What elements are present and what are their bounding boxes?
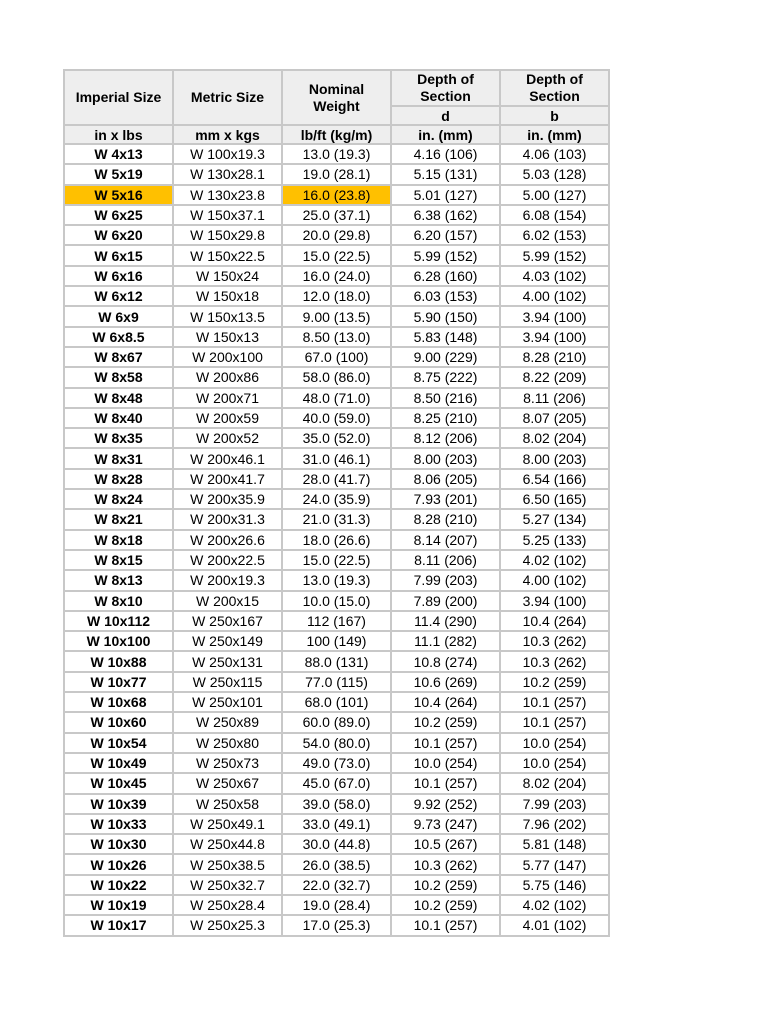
- imperial-size-cell: W 10x30: [64, 834, 173, 854]
- table-row: [64, 327, 609, 347]
- nominal-weight-cell: 35.0 (52.0): [282, 428, 391, 448]
- table-row: [64, 915, 609, 935]
- depth-d-cell: 5.99 (152): [391, 245, 500, 265]
- depth-b-cell: 4.02 (102): [500, 550, 609, 570]
- table-row: [64, 428, 609, 448]
- depth-d-cell: 8.75 (222): [391, 367, 500, 387]
- imperial-size-cell: W 6x25: [64, 205, 173, 225]
- depth-d-cell: 8.14 (207): [391, 530, 500, 550]
- depth-d-cell: 9.00 (229): [391, 347, 500, 367]
- imperial-size-cell: W 6x9: [64, 306, 173, 326]
- table-row: [64, 875, 609, 895]
- depth-d-cell: 10.5 (267): [391, 834, 500, 854]
- nominal-weight-cell: 13.0 (19.3): [282, 144, 391, 164]
- depth-b-cell: 4.00 (102): [500, 286, 609, 306]
- nominal-weight-cell: 31.0 (46.1): [282, 448, 391, 468]
- nominal-weight-cell: 15.0 (22.5): [282, 245, 391, 265]
- depth-d-cell: 6.28 (160): [391, 266, 500, 286]
- depth-d-cell: 7.99 (203): [391, 570, 500, 590]
- depth-b-cell: 10.4 (264): [500, 611, 609, 631]
- nominal-weight-cell: 100 (149): [282, 631, 391, 651]
- imperial-size-cell: W 8x67: [64, 347, 173, 367]
- metric-size-cell: W 200x26.6: [173, 530, 282, 550]
- imperial-size-cell: W 8x31: [64, 448, 173, 468]
- depth-d-cell: 11.4 (290): [391, 611, 500, 631]
- imperial-size-cell: W 6x20: [64, 225, 173, 245]
- depth-b-cell: 3.94 (100): [500, 591, 609, 611]
- depth-d-cell: 7.93 (201): [391, 489, 500, 509]
- depth-d-cell: 8.28 (210): [391, 509, 500, 529]
- table-row: [64, 773, 609, 793]
- metric-size-cell: W 250x89: [173, 712, 282, 732]
- depth-d-cell: 10.2 (259): [391, 895, 500, 915]
- depth-d-cell: 6.20 (157): [391, 225, 500, 245]
- nominal-weight-cell: 48.0 (71.0): [282, 388, 391, 408]
- table-body: [64, 144, 609, 936]
- depth-b-cell: 10.1 (257): [500, 692, 609, 712]
- metric-size-cell: W 200x41.7: [173, 469, 282, 489]
- depth-d-cell: 9.92 (252): [391, 794, 500, 814]
- table-row: [64, 834, 609, 854]
- nominal-weight-cell: 10.0 (15.0): [282, 591, 391, 611]
- table-row: [64, 712, 609, 732]
- depth-b-cell: 3.94 (100): [500, 306, 609, 326]
- table-row: [64, 733, 609, 753]
- depth-b-cell: 5.99 (152): [500, 245, 609, 265]
- metric-size-cell: W 150x13.5: [173, 306, 282, 326]
- metric-size-cell: W 250x80: [173, 733, 282, 753]
- imperial-size-cell: W 8x40: [64, 408, 173, 428]
- depth-d-cell: 8.00 (203): [391, 448, 500, 468]
- metric-size-cell: W 250x115: [173, 672, 282, 692]
- metric-size-cell: W 250x49.1: [173, 814, 282, 834]
- depth-b-cell: 5.03 (128): [500, 164, 609, 184]
- imperial-size-cell: W 6x16: [64, 266, 173, 286]
- table-row: [64, 631, 609, 651]
- table-row: [64, 550, 609, 570]
- depth-d-cell: 10.1 (257): [391, 773, 500, 793]
- depth-d-cell: 8.06 (205): [391, 469, 500, 489]
- depth-b-cell: 4.02 (102): [500, 895, 609, 915]
- table-row: [64, 347, 609, 367]
- imperial-size-cell: W 10x112: [64, 611, 173, 631]
- nominal-weight-cell: 15.0 (22.5): [282, 550, 391, 570]
- table-row: [64, 144, 609, 164]
- nominal-weight-cell: 19.0 (28.1): [282, 164, 391, 184]
- header-depth-of-section-d: Depth of Section: [391, 70, 500, 106]
- imperial-size-cell: W 6x8.5: [64, 327, 173, 347]
- nominal-weight-cell: 20.0 (29.8): [282, 225, 391, 245]
- imperial-size-cell: W 5x16: [64, 185, 173, 205]
- depth-b-cell: 8.00 (203): [500, 448, 609, 468]
- metric-size-cell: W 250x167: [173, 611, 282, 631]
- imperial-size-cell: W 10x33: [64, 814, 173, 834]
- depth-b-cell: 8.22 (209): [500, 367, 609, 387]
- header-sub-d: d: [391, 106, 500, 125]
- depth-b-cell: 8.28 (210): [500, 347, 609, 367]
- metric-size-cell: W 250x149: [173, 631, 282, 651]
- unit-imperial-size: in x lbs: [64, 125, 173, 144]
- imperial-size-cell: W 10x39: [64, 794, 173, 814]
- metric-size-cell: W 250x32.7: [173, 875, 282, 895]
- metric-size-cell: W 130x23.8: [173, 185, 282, 205]
- nominal-weight-cell: 49.0 (73.0): [282, 753, 391, 773]
- depth-d-cell: 10.1 (257): [391, 915, 500, 935]
- imperial-size-cell: W 8x35: [64, 428, 173, 448]
- table-row: [64, 895, 609, 915]
- metric-size-cell: W 250x73: [173, 753, 282, 773]
- depth-b-cell: 5.77 (147): [500, 854, 609, 874]
- imperial-size-cell: W 8x28: [64, 469, 173, 489]
- metric-size-cell: W 150x24: [173, 266, 282, 286]
- wide-flange-beam-table: [63, 69, 610, 937]
- depth-b-cell: 7.99 (203): [500, 794, 609, 814]
- nominal-weight-cell: 21.0 (31.3): [282, 509, 391, 529]
- nominal-weight-cell: 16.0 (24.0): [282, 266, 391, 286]
- imperial-size-cell: W 8x48: [64, 388, 173, 408]
- metric-size-cell: W 150x37.1: [173, 205, 282, 225]
- nominal-weight-cell: 25.0 (37.1): [282, 205, 391, 225]
- table-row: [64, 509, 609, 529]
- depth-d-cell: 10.6 (269): [391, 672, 500, 692]
- nominal-weight-cell: 40.0 (59.0): [282, 408, 391, 428]
- imperial-size-cell: W 10x49: [64, 753, 173, 773]
- depth-d-cell: 5.01 (127): [391, 185, 500, 205]
- metric-size-cell: W 250x101: [173, 692, 282, 712]
- depth-d-cell: 5.15 (131): [391, 164, 500, 184]
- table-row: [64, 651, 609, 671]
- table-row: [64, 672, 609, 692]
- depth-b-cell: 8.07 (205): [500, 408, 609, 428]
- table-row: [64, 205, 609, 225]
- table-row: [64, 530, 609, 550]
- depth-b-cell: 6.02 (153): [500, 225, 609, 245]
- imperial-size-cell: W 10x54: [64, 733, 173, 753]
- header-depth-of-section-b: Depth of Section: [500, 70, 609, 106]
- depth-b-cell: 4.03 (102): [500, 266, 609, 286]
- depth-d-cell: 10.8 (274): [391, 651, 500, 671]
- table-row: [64, 692, 609, 712]
- table-row: [64, 245, 609, 265]
- depth-b-cell: 8.02 (204): [500, 773, 609, 793]
- imperial-size-cell: W 4x13: [64, 144, 173, 164]
- depth-d-cell: 5.90 (150): [391, 306, 500, 326]
- metric-size-cell: W 200x31.3: [173, 509, 282, 529]
- metric-size-cell: W 200x59: [173, 408, 282, 428]
- metric-size-cell: W 250x67: [173, 773, 282, 793]
- depth-b-cell: 5.27 (134): [500, 509, 609, 529]
- nominal-weight-cell: 16.0 (23.8): [282, 185, 391, 205]
- depth-d-cell: 8.11 (206): [391, 550, 500, 570]
- depth-b-cell: 7.96 (202): [500, 814, 609, 834]
- depth-b-cell: 4.01 (102): [500, 915, 609, 935]
- depth-b-cell: 10.1 (257): [500, 712, 609, 732]
- depth-d-cell: 10.2 (259): [391, 712, 500, 732]
- depth-b-cell: 10.0 (254): [500, 753, 609, 773]
- table-header: [64, 70, 609, 144]
- imperial-size-cell: W 8x21: [64, 509, 173, 529]
- nominal-weight-cell: 88.0 (131): [282, 651, 391, 671]
- nominal-weight-cell: 54.0 (80.0): [282, 733, 391, 753]
- depth-b-cell: 6.08 (154): [500, 205, 609, 225]
- metric-size-cell: W 200x100: [173, 347, 282, 367]
- depth-d-cell: 7.89 (200): [391, 591, 500, 611]
- imperial-size-cell: W 10x26: [64, 854, 173, 874]
- unit-metric-size: mm x kgs: [173, 125, 282, 144]
- depth-b-cell: 10.2 (259): [500, 672, 609, 692]
- table-row: [64, 611, 609, 631]
- nominal-weight-cell: 67.0 (100): [282, 347, 391, 367]
- depth-b-cell: 10.3 (262): [500, 651, 609, 671]
- metric-size-cell: W 100x19.3: [173, 144, 282, 164]
- depth-b-cell: 5.75 (146): [500, 875, 609, 895]
- nominal-weight-cell: 30.0 (44.8): [282, 834, 391, 854]
- imperial-size-cell: W 5x19: [64, 164, 173, 184]
- imperial-size-cell: W 10x60: [64, 712, 173, 732]
- metric-size-cell: W 200x52: [173, 428, 282, 448]
- depth-b-cell: 6.54 (166): [500, 469, 609, 489]
- metric-size-cell: W 200x46.1: [173, 448, 282, 468]
- depth-d-cell: 10.1 (257): [391, 733, 500, 753]
- metric-size-cell: W 200x71: [173, 388, 282, 408]
- metric-size-cell: W 250x25.3: [173, 915, 282, 935]
- table-row: [64, 591, 609, 611]
- imperial-size-cell: W 10x100: [64, 631, 173, 651]
- nominal-weight-cell: 26.0 (38.5): [282, 854, 391, 874]
- table-row: [64, 753, 609, 773]
- depth-d-cell: 10.0 (254): [391, 753, 500, 773]
- table-row: [64, 448, 609, 468]
- depth-b-cell: 10.0 (254): [500, 733, 609, 753]
- depth-d-cell: 6.38 (162): [391, 205, 500, 225]
- metric-size-cell: W 200x35.9: [173, 489, 282, 509]
- depth-b-cell: 10.3 (262): [500, 631, 609, 651]
- nominal-weight-cell: 58.0 (86.0): [282, 367, 391, 387]
- metric-size-cell: W 130x28.1: [173, 164, 282, 184]
- table-row: [64, 286, 609, 306]
- nominal-weight-cell: 68.0 (101): [282, 692, 391, 712]
- metric-size-cell: W 250x44.8: [173, 834, 282, 854]
- nominal-weight-cell: 24.0 (35.9): [282, 489, 391, 509]
- nominal-weight-cell: 22.0 (32.7): [282, 875, 391, 895]
- depth-d-cell: 5.83 (148): [391, 327, 500, 347]
- unit-depth-b: in. (mm): [500, 125, 609, 144]
- imperial-size-cell: W 6x15: [64, 245, 173, 265]
- depth-b-cell: 5.00 (127): [500, 185, 609, 205]
- table-row: [64, 225, 609, 245]
- imperial-size-cell: W 6x12: [64, 286, 173, 306]
- metric-size-cell: W 250x131: [173, 651, 282, 671]
- header-metric-size: Metric Size: [173, 70, 282, 125]
- imperial-size-cell: W 8x13: [64, 570, 173, 590]
- table-row: [64, 854, 609, 874]
- imperial-size-cell: W 10x17: [64, 915, 173, 935]
- depth-d-cell: 8.25 (210): [391, 408, 500, 428]
- table-row: [64, 164, 609, 184]
- nominal-weight-cell: 39.0 (58.0): [282, 794, 391, 814]
- metric-size-cell: W 200x86: [173, 367, 282, 387]
- imperial-size-cell: W 10x68: [64, 692, 173, 712]
- nominal-weight-cell: 13.0 (19.3): [282, 570, 391, 590]
- table-row: [64, 794, 609, 814]
- nominal-weight-cell: 18.0 (26.6): [282, 530, 391, 550]
- metric-size-cell: W 200x22.5: [173, 550, 282, 570]
- table-row: [64, 469, 609, 489]
- nominal-weight-cell: 28.0 (41.7): [282, 469, 391, 489]
- header-nominal-weight: Nominal Weight: [282, 70, 391, 125]
- table-row: [64, 306, 609, 326]
- metric-size-cell: W 150x18: [173, 286, 282, 306]
- metric-size-cell: W 250x58: [173, 794, 282, 814]
- metric-size-cell: W 150x13: [173, 327, 282, 347]
- depth-b-cell: 6.50 (165): [500, 489, 609, 509]
- nominal-weight-cell: 12.0 (18.0): [282, 286, 391, 306]
- unit-nominal-weight: lb/ft (kg/m): [282, 125, 391, 144]
- nominal-weight-cell: 8.50 (13.0): [282, 327, 391, 347]
- imperial-size-cell: W 10x77: [64, 672, 173, 692]
- metric-size-cell: W 250x38.5: [173, 854, 282, 874]
- nominal-weight-cell: 112 (167): [282, 611, 391, 631]
- nominal-weight-cell: 19.0 (28.4): [282, 895, 391, 915]
- unit-depth-d: in. (mm): [391, 125, 500, 144]
- depth-b-cell: 5.25 (133): [500, 530, 609, 550]
- header-imperial-size: Imperial Size: [64, 70, 173, 125]
- table-row: [64, 408, 609, 428]
- depth-d-cell: 9.73 (247): [391, 814, 500, 834]
- nominal-weight-cell: 77.0 (115): [282, 672, 391, 692]
- imperial-size-cell: W 10x88: [64, 651, 173, 671]
- imperial-size-cell: W 8x18: [64, 530, 173, 550]
- imperial-size-cell: W 8x24: [64, 489, 173, 509]
- table-row: [64, 388, 609, 408]
- table-row: [64, 570, 609, 590]
- imperial-size-cell: W 8x10: [64, 591, 173, 611]
- metric-size-cell: W 200x15: [173, 591, 282, 611]
- metric-size-cell: W 200x19.3: [173, 570, 282, 590]
- depth-b-cell: 4.06 (103): [500, 144, 609, 164]
- metric-size-cell: W 150x22.5: [173, 245, 282, 265]
- depth-d-cell: 6.03 (153): [391, 286, 500, 306]
- depth-b-cell: 8.11 (206): [500, 388, 609, 408]
- table-row: [64, 266, 609, 286]
- nominal-weight-cell: 45.0 (67.0): [282, 773, 391, 793]
- depth-b-cell: 8.02 (204): [500, 428, 609, 448]
- nominal-weight-cell: 9.00 (13.5): [282, 306, 391, 326]
- imperial-size-cell: W 10x19: [64, 895, 173, 915]
- nominal-weight-cell: 17.0 (25.3): [282, 915, 391, 935]
- header-sub-b: b: [500, 106, 609, 125]
- depth-d-cell: 10.3 (262): [391, 854, 500, 874]
- depth-d-cell: 8.12 (206): [391, 428, 500, 448]
- table-row: [64, 185, 609, 205]
- depth-d-cell: 4.16 (106): [391, 144, 500, 164]
- depth-d-cell: 10.2 (259): [391, 875, 500, 895]
- imperial-size-cell: W 10x45: [64, 773, 173, 793]
- depth-d-cell: 11.1 (282): [391, 631, 500, 651]
- metric-size-cell: W 150x29.8: [173, 225, 282, 245]
- metric-size-cell: W 250x28.4: [173, 895, 282, 915]
- nominal-weight-cell: 33.0 (49.1): [282, 814, 391, 834]
- imperial-size-cell: W 8x15: [64, 550, 173, 570]
- depth-b-cell: 3.94 (100): [500, 327, 609, 347]
- imperial-size-cell: W 10x22: [64, 875, 173, 895]
- depth-b-cell: 4.00 (102): [500, 570, 609, 590]
- table-row: [64, 367, 609, 387]
- imperial-size-cell: W 8x58: [64, 367, 173, 387]
- nominal-weight-cell: 60.0 (89.0): [282, 712, 391, 732]
- table-row: [64, 814, 609, 834]
- table-row: [64, 489, 609, 509]
- depth-b-cell: 5.81 (148): [500, 834, 609, 854]
- depth-d-cell: 8.50 (216): [391, 388, 500, 408]
- depth-d-cell: 10.4 (264): [391, 692, 500, 712]
